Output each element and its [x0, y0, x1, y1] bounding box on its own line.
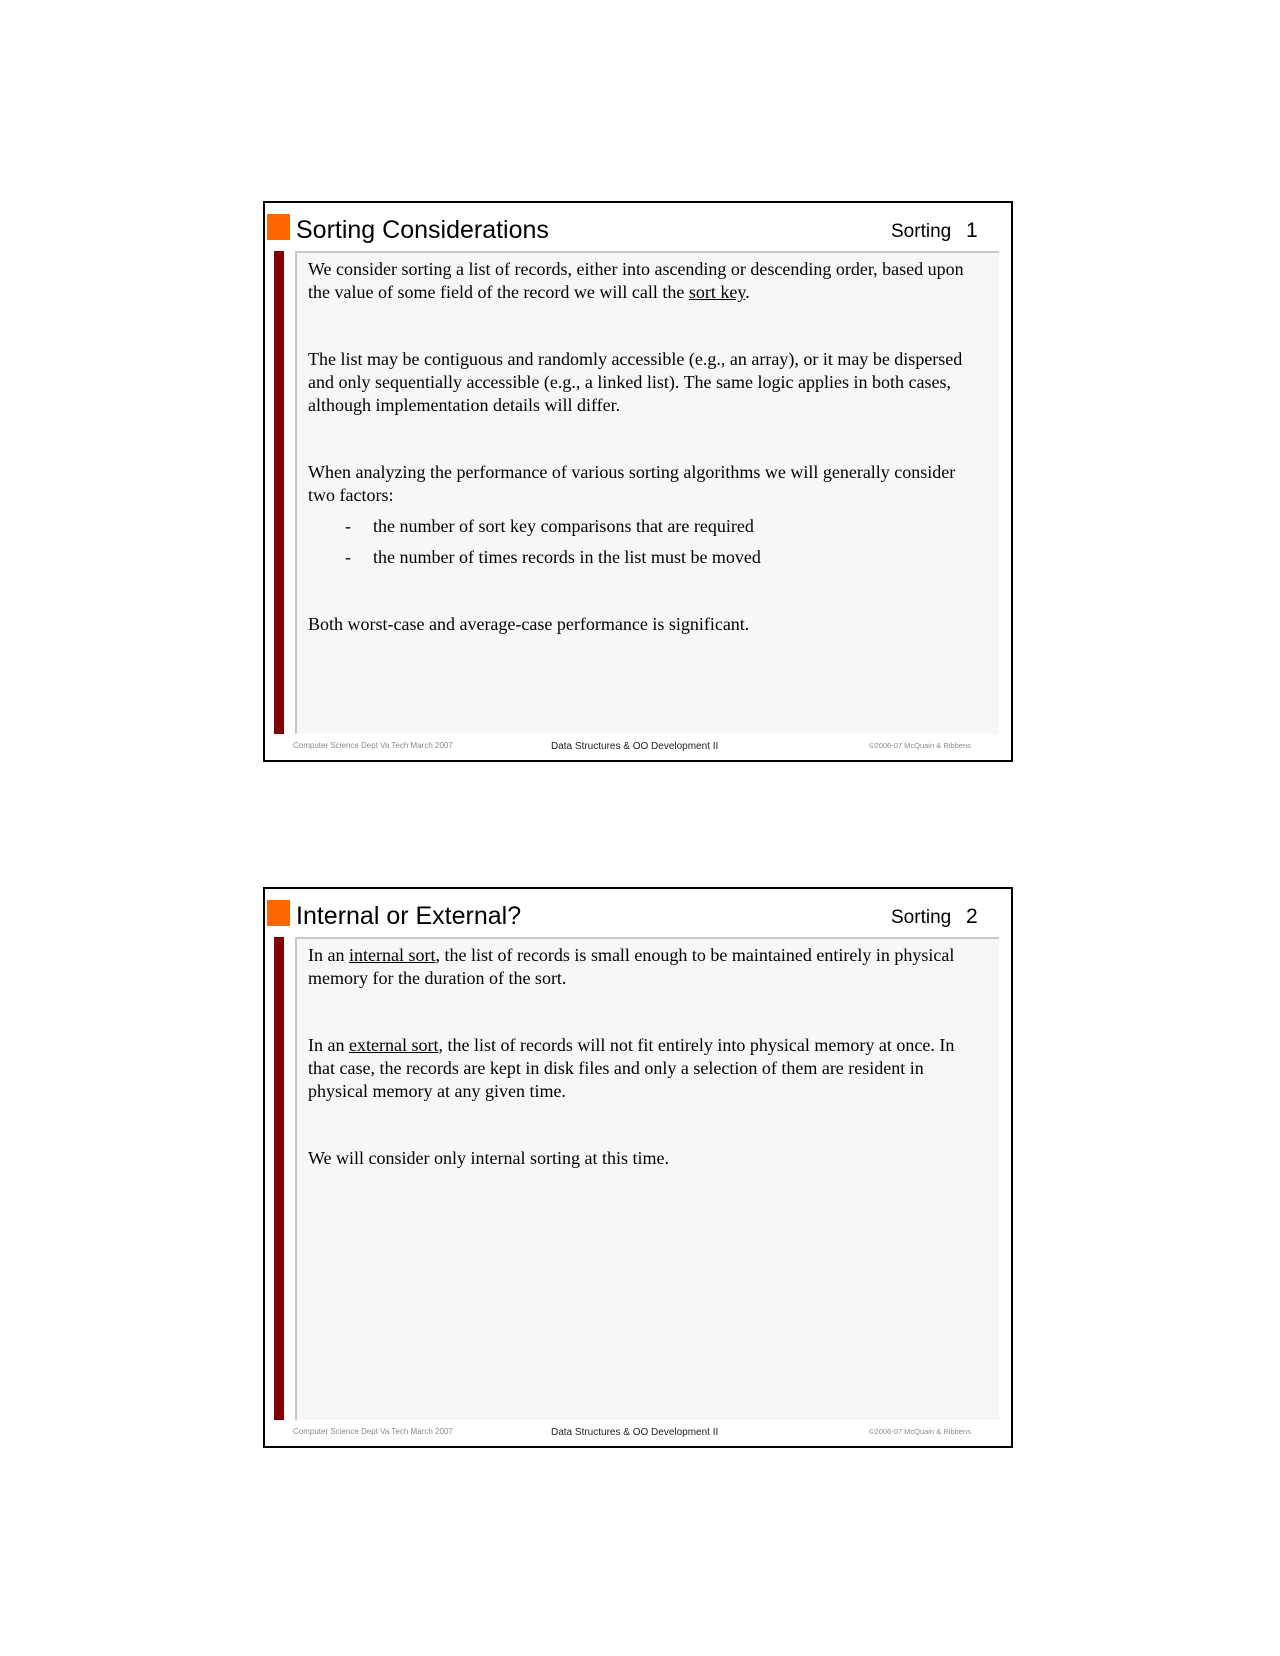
slide-content [308, 258, 978, 636]
footer-dept: Computer Science Dept Va Tech March 2007 [293, 1427, 453, 1436]
slide-number: 1 [966, 219, 978, 242]
paragraph-text: In an [308, 1035, 349, 1055]
title-accent-square [267, 214, 290, 240]
paragraph-text: In an [308, 945, 349, 965]
list-item-text: the number of times records in the list must be moved [373, 547, 761, 567]
paragraph [308, 258, 978, 304]
footer-copyright: ©2006-07 McQuain & Ribbens [869, 1427, 971, 1436]
slide-topic: Sorting [891, 907, 952, 928]
slide-number: 2 [966, 905, 978, 928]
footer-dept: Computer Science Dept Va Tech March 2007 [293, 741, 453, 750]
term-external-sort: external sort [348, 1035, 439, 1055]
paragraph-text: We consider sorting a list of records, either into ascending or descending order, based upon the value of some field of the record we will call the [308, 259, 964, 302]
slide-title: Sorting Considerations [296, 216, 549, 244]
slide-content [308, 944, 978, 1170]
paragraph [308, 1034, 978, 1103]
slide-1 [263, 201, 1013, 762]
paragraph-text: , the list of records will not fit entirely into physical memory at once. In that case, the records are kept in disk files and only a selection of them are resident in physical memory at any given time. [308, 1035, 955, 1101]
dash-bullet: - [345, 547, 351, 567]
title-accent-square [267, 900, 290, 926]
paragraph: When analyzing the performance of various sorting algorithms we will generally consider two factors: [308, 462, 956, 505]
dash-bullet: - [345, 516, 351, 536]
list-item [308, 546, 978, 569]
list-item-text: the number of sort key comparisons that are required [373, 516, 754, 536]
side-accent-bar [274, 937, 284, 1420]
list-item [308, 515, 978, 538]
slide-topic: Sorting [891, 221, 952, 242]
paragraph-text: , the list of records is small enough to be maintained entirely in physical memory for the duration of the sort. [308, 945, 955, 988]
paragraph-text: . [745, 282, 750, 302]
footer-copyright: ©2006-07 McQuain & Ribbens [869, 741, 971, 750]
paragraph: We will consider only internal sorting at this time. [308, 1148, 669, 1168]
term-sort-key: sort key [688, 282, 746, 302]
paragraph: The list may be contiguous and randomly accessible (e.g., an array), or it may be dispersed and only sequentially accessible (e.g., a linked list). The same logic applies in both cases, although implementation details will differ. [308, 349, 963, 415]
paragraph: Both worst-case and average-case performance is significant. [308, 614, 750, 634]
footer-course: Data Structures & OO Development II [551, 741, 719, 752]
slide-title: Internal or External? [296, 902, 522, 930]
term-internal-sort: internal sort [348, 945, 436, 965]
side-accent-bar [274, 251, 284, 734]
paragraph [308, 944, 978, 990]
footer-course: Data Structures & OO Development II [551, 1427, 719, 1438]
slide-2 [263, 887, 1013, 1448]
